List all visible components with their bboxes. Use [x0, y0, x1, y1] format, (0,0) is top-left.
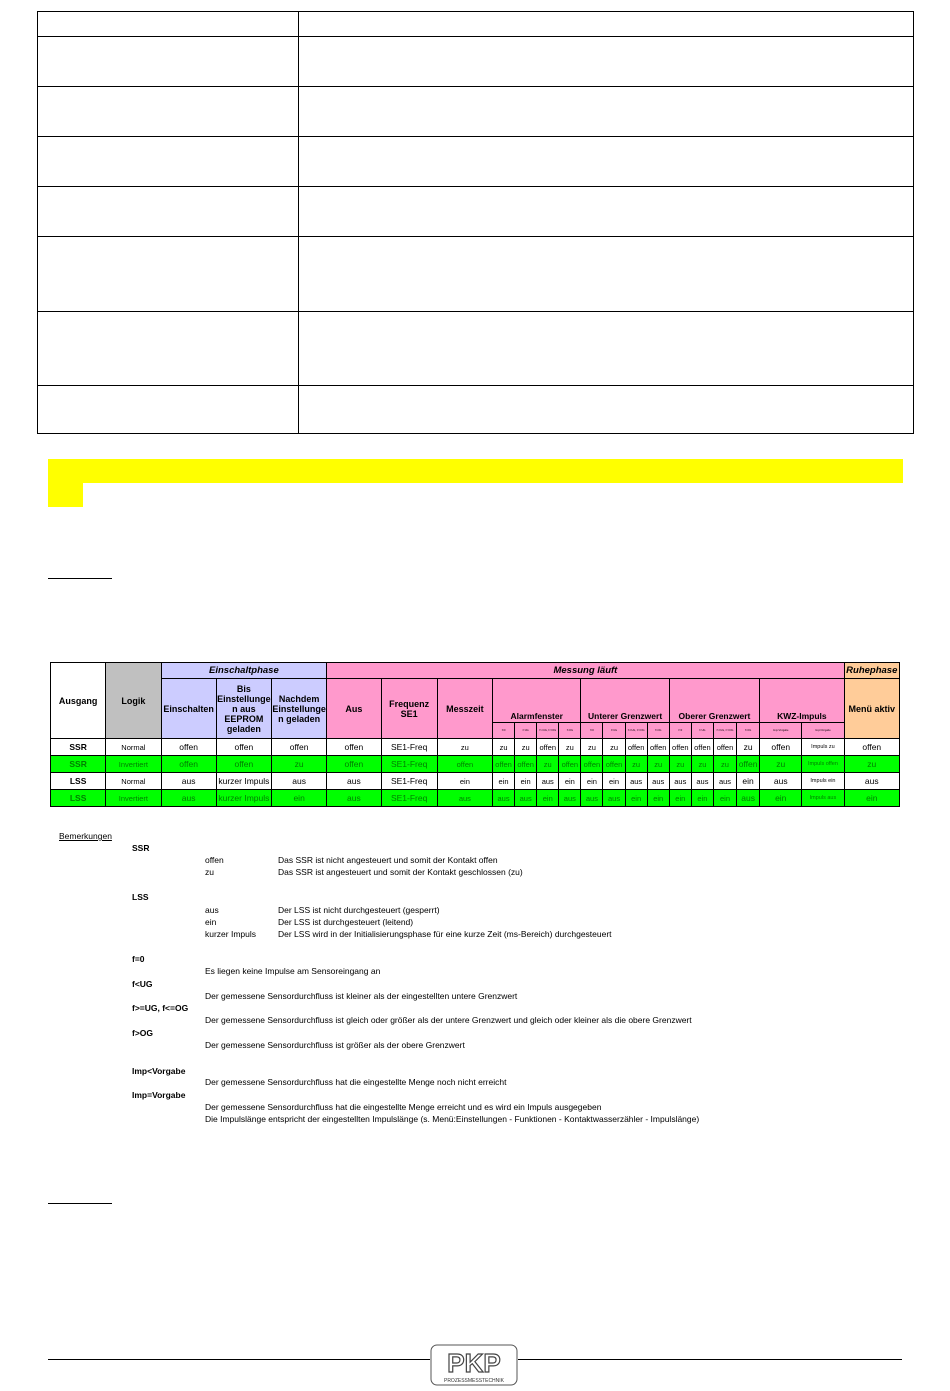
- notes-fog-text: Der gemessene Sensordurchfluss ist größer als der obere Grenzwert: [205, 1040, 465, 1050]
- cell-value: offen: [272, 739, 327, 756]
- cell-value: offen: [581, 756, 603, 773]
- header-ausgang: Ausgang: [51, 663, 106, 739]
- notes-ssr-offen-key: offen: [205, 855, 224, 865]
- cell-value: ein: [760, 790, 802, 807]
- cell-value: zu: [603, 739, 625, 756]
- cell-value: ein: [272, 790, 327, 807]
- table-row: [51, 790, 900, 807]
- cell-value: aus: [515, 790, 537, 807]
- cell-value: zu: [737, 739, 760, 756]
- header-einschaltphase: Einschaltphase: [161, 663, 327, 679]
- cell-value: aus: [161, 773, 216, 790]
- cell-value: ein: [737, 773, 760, 790]
- cell-value: ein: [691, 790, 713, 807]
- notes-lss-label: LSS: [132, 892, 149, 902]
- cell-value: zu: [437, 739, 492, 756]
- cell-value: offen: [161, 739, 216, 756]
- header-unterer: Unterer Grenzwert: [581, 679, 669, 723]
- subheader: f>=UG, f<=OG: [537, 723, 559, 739]
- cell-ausgang: SSR: [51, 756, 106, 773]
- cell-value: offen: [603, 756, 625, 773]
- cell-value: offen: [669, 739, 691, 756]
- table-cell: [38, 12, 299, 37]
- cell-ausgang: LSS: [51, 790, 106, 807]
- cell-value: aus: [691, 773, 713, 790]
- notes-lss-kurz-key: kurzer Impuls: [205, 929, 257, 939]
- cell-value: SE1-Freq: [381, 773, 437, 790]
- cell-value: aus: [669, 773, 691, 790]
- cell-value: zu: [647, 756, 669, 773]
- table-row: [51, 756, 900, 773]
- cell-value: aus: [647, 773, 669, 790]
- cell-value: SE1-Freq: [381, 790, 437, 807]
- cell-ausgang: SSR: [51, 739, 106, 756]
- cell-value: Impuls aus: [802, 790, 844, 807]
- cell-value: Impuls ein: [802, 773, 844, 790]
- cell-value: ein: [493, 773, 515, 790]
- subheader: f<UG: [603, 723, 625, 739]
- subheader: f>OG: [647, 723, 669, 739]
- cell-value: aus: [272, 773, 327, 790]
- cell-value: offen: [625, 739, 647, 756]
- cell-value: aus: [327, 790, 381, 807]
- cell-value: offen: [713, 739, 736, 756]
- cell-value: ein: [559, 773, 581, 790]
- cell-value: offen: [437, 756, 492, 773]
- cell-value: offen: [327, 739, 381, 756]
- header-alarmfenster: Alarmfenster: [493, 679, 581, 723]
- cell-value: Impuls zu: [802, 739, 844, 756]
- cell-value: zu: [691, 756, 713, 773]
- notes-ssr-label: SSR: [132, 843, 150, 853]
- cell-value: offen: [844, 739, 899, 756]
- cell-value: offen: [161, 756, 216, 773]
- cell-value: zu: [581, 739, 603, 756]
- table-cell: [299, 312, 914, 386]
- cell-value: aus: [537, 773, 559, 790]
- cell-value: aus: [493, 790, 515, 807]
- cell-value: aus: [625, 773, 647, 790]
- footer-rule: [48, 1359, 430, 1360]
- subheader: f>OG: [559, 723, 581, 739]
- cell-value: zu: [625, 756, 647, 773]
- cell-value: offen: [216, 739, 271, 756]
- notes-f0-label: f=0: [132, 954, 145, 964]
- cell-value: ein: [603, 773, 625, 790]
- table-cell: [38, 386, 299, 434]
- header-logik: Logik: [106, 663, 161, 739]
- notes-imp1-label: Imp<Vorgabe: [132, 1066, 186, 1076]
- highlight-bar: [48, 459, 903, 483]
- header-frequenz: Frequenz SE1: [381, 679, 437, 739]
- cell-value: ein: [625, 790, 647, 807]
- table-cell: [38, 137, 299, 187]
- cell-value: aus: [581, 790, 603, 807]
- cell-value: ein: [537, 790, 559, 807]
- cell-value: aus: [161, 790, 216, 807]
- cell-value: ein: [647, 790, 669, 807]
- cell-value: aus: [327, 773, 381, 790]
- subheader: f=0: [669, 723, 691, 739]
- top-empty-table: [37, 11, 914, 434]
- cell-value: zu: [537, 756, 559, 773]
- cell-value: offen: [691, 739, 713, 756]
- cell-value: offen: [327, 756, 381, 773]
- table-cell: [38, 37, 299, 87]
- table-cell: [38, 237, 299, 312]
- subheader: Imp=Vorgabe: [802, 723, 844, 739]
- subheader: f>=UG, f<=OG: [713, 723, 736, 739]
- cell-value: zu: [493, 739, 515, 756]
- notes-lss-kurz-text: Der LSS wird in der Initialisierungsphase für eine kurze Zeit (ms-Bereich) durchgesteuert: [278, 929, 612, 939]
- cell-value: zu: [713, 756, 736, 773]
- notes-fmid-text: Der gemessene Sensordurchfluss ist gleich oder größer als der untere Grenzwert und gleich oder kleiner als die obere Grenzwert: [205, 1015, 692, 1025]
- notes-lss-ein-key: ein: [205, 917, 217, 927]
- header-kwz: KWZ-Impuls: [760, 679, 844, 723]
- cell-value: offen: [493, 756, 515, 773]
- footer-rule: [518, 1359, 902, 1360]
- table-cell: [38, 187, 299, 237]
- company-logo: [430, 1344, 518, 1386]
- cell-value: offen: [216, 756, 271, 773]
- notes-ssr-zu-text: Das SSR ist angesteuert und somit der Kontakt geschlossen (zu): [278, 867, 523, 877]
- table-cell: [38, 312, 299, 386]
- header-oberer: Oberer Grenzwert: [669, 679, 759, 723]
- cell-value: offen: [760, 739, 802, 756]
- cell-value: zu: [272, 756, 327, 773]
- cell-value: ein: [515, 773, 537, 790]
- header-bis-einstellungen: Bis Einstellunge n aus EEPROM geladen: [216, 679, 271, 739]
- cell-logik: Invertiert: [106, 790, 161, 807]
- header-menu: Menü aktiv: [844, 679, 899, 739]
- notes-fug-label: f<UG: [132, 979, 153, 989]
- cell-value: offen: [647, 739, 669, 756]
- cell-value: offen: [737, 756, 760, 773]
- notes-lss-aus-text: Der LSS ist nicht durchgesteuert (gesperrt): [278, 905, 440, 915]
- notes-lss-ein-text: Der LSS ist durchgesteuert (leitend): [278, 917, 414, 927]
- logo-text: PKP: [447, 1348, 501, 1378]
- output-logic-table: [50, 662, 900, 807]
- cell-value: SE1-Freq: [381, 756, 437, 773]
- cell-value: ein: [581, 773, 603, 790]
- cell-value: aus: [437, 790, 492, 807]
- table-cell: [38, 87, 299, 137]
- cell-value: aus: [760, 773, 802, 790]
- notes-title: Bemerkungen: [59, 831, 112, 841]
- cell-value: kurzer Impuls: [216, 773, 271, 790]
- table-cell: [299, 137, 914, 187]
- table-cell: [299, 37, 914, 87]
- subheader: Imp<Vorgabe: [760, 723, 802, 739]
- table-row: [51, 773, 900, 790]
- cell-value: SE1-Freq: [381, 739, 437, 756]
- cell-value: offen: [537, 739, 559, 756]
- cell-value: zu: [515, 739, 537, 756]
- section-underline: [48, 1203, 112, 1204]
- cell-value: offen: [515, 756, 537, 773]
- notes-fmid-label: f>=UG, f<=OG: [132, 1003, 189, 1013]
- table-cell: [299, 12, 914, 37]
- cell-logik: Normal: [106, 739, 161, 756]
- cell-value: offen: [559, 756, 581, 773]
- notes-ssr-offen-text: Das SSR ist nicht angesteuert und somit der Kontakt offen: [278, 855, 498, 865]
- cell-value: ein: [437, 773, 492, 790]
- cell-value: aus: [713, 773, 736, 790]
- notes-ssr-zu-key: zu: [205, 867, 214, 877]
- table-row: [51, 739, 900, 756]
- cell-value: zu: [844, 756, 899, 773]
- subheader: f=0: [581, 723, 603, 739]
- cell-value: aus: [737, 790, 760, 807]
- highlight-bar-tail: [48, 483, 83, 507]
- subheader: f>OG: [737, 723, 760, 739]
- cell-logik: Invertiert: [106, 756, 161, 773]
- subheader: f=0: [493, 723, 515, 739]
- header-messung: Messung läuft: [327, 663, 844, 679]
- header-ruhephase: Ruhephase: [844, 663, 899, 679]
- cell-logik: Normal: [106, 773, 161, 790]
- notes-imp1-text: Der gemessene Sensordurchfluss hat die eingestellte Menge noch nicht erreicht: [205, 1077, 507, 1087]
- notes-fog-label: f>OG: [132, 1028, 154, 1038]
- notes-f0-text: Es liegen keine Impulse am Sensoreingang an: [205, 966, 381, 976]
- notes-imp2-text1: Der gemessene Sensordurchfluss hat die eingestellte Menge erreicht und es wird ein Impuls ausgegeben: [205, 1102, 602, 1112]
- cell-value: zu: [559, 739, 581, 756]
- notes-imp2-text2: Die Impulslänge entspricht der eingestellten Impulslänge (s. Menü:Einstellungen - Funktionen - Kontaktwasserzähler - Impulslänge): [205, 1114, 700, 1124]
- cell-value: ein: [844, 790, 899, 807]
- header-einschalten: Einschalten: [161, 679, 216, 739]
- cell-value: aus: [603, 790, 625, 807]
- header-messzeit: Messzeit: [437, 679, 492, 739]
- table-cell: [299, 187, 914, 237]
- cell-ausgang: LSS: [51, 773, 106, 790]
- header-nachdem: Nachdem Einstellunge n geladen: [272, 679, 327, 739]
- subheader: f>=UG, f<=OG: [625, 723, 647, 739]
- notes-imp2-label: Imp=Vorgabe: [132, 1090, 186, 1100]
- section-underline: [48, 578, 112, 579]
- cell-value: ein: [669, 790, 691, 807]
- cell-value: zu: [669, 756, 691, 773]
- cell-value: zu: [760, 756, 802, 773]
- header-aus: Aus: [327, 679, 381, 739]
- table-cell: [299, 87, 914, 137]
- subheader: f<UG: [515, 723, 537, 739]
- notes-lss-aus-key: aus: [205, 905, 219, 915]
- table-cell: [299, 386, 914, 434]
- table-cell: [299, 237, 914, 312]
- subheader: f<UG: [691, 723, 713, 739]
- cell-value: aus: [844, 773, 899, 790]
- cell-value: kurzer Impuls: [216, 790, 271, 807]
- cell-value: Impuls offen: [802, 756, 844, 773]
- cell-value: ein: [713, 790, 736, 807]
- cell-value: aus: [559, 790, 581, 807]
- notes-fug-text: Der gemessene Sensordurchfluss ist kleiner als der eingestellten untere Grenzwert: [205, 991, 518, 1001]
- logo-subtitle: PROZESSMESSTECHNIK: [443, 1378, 505, 1384]
